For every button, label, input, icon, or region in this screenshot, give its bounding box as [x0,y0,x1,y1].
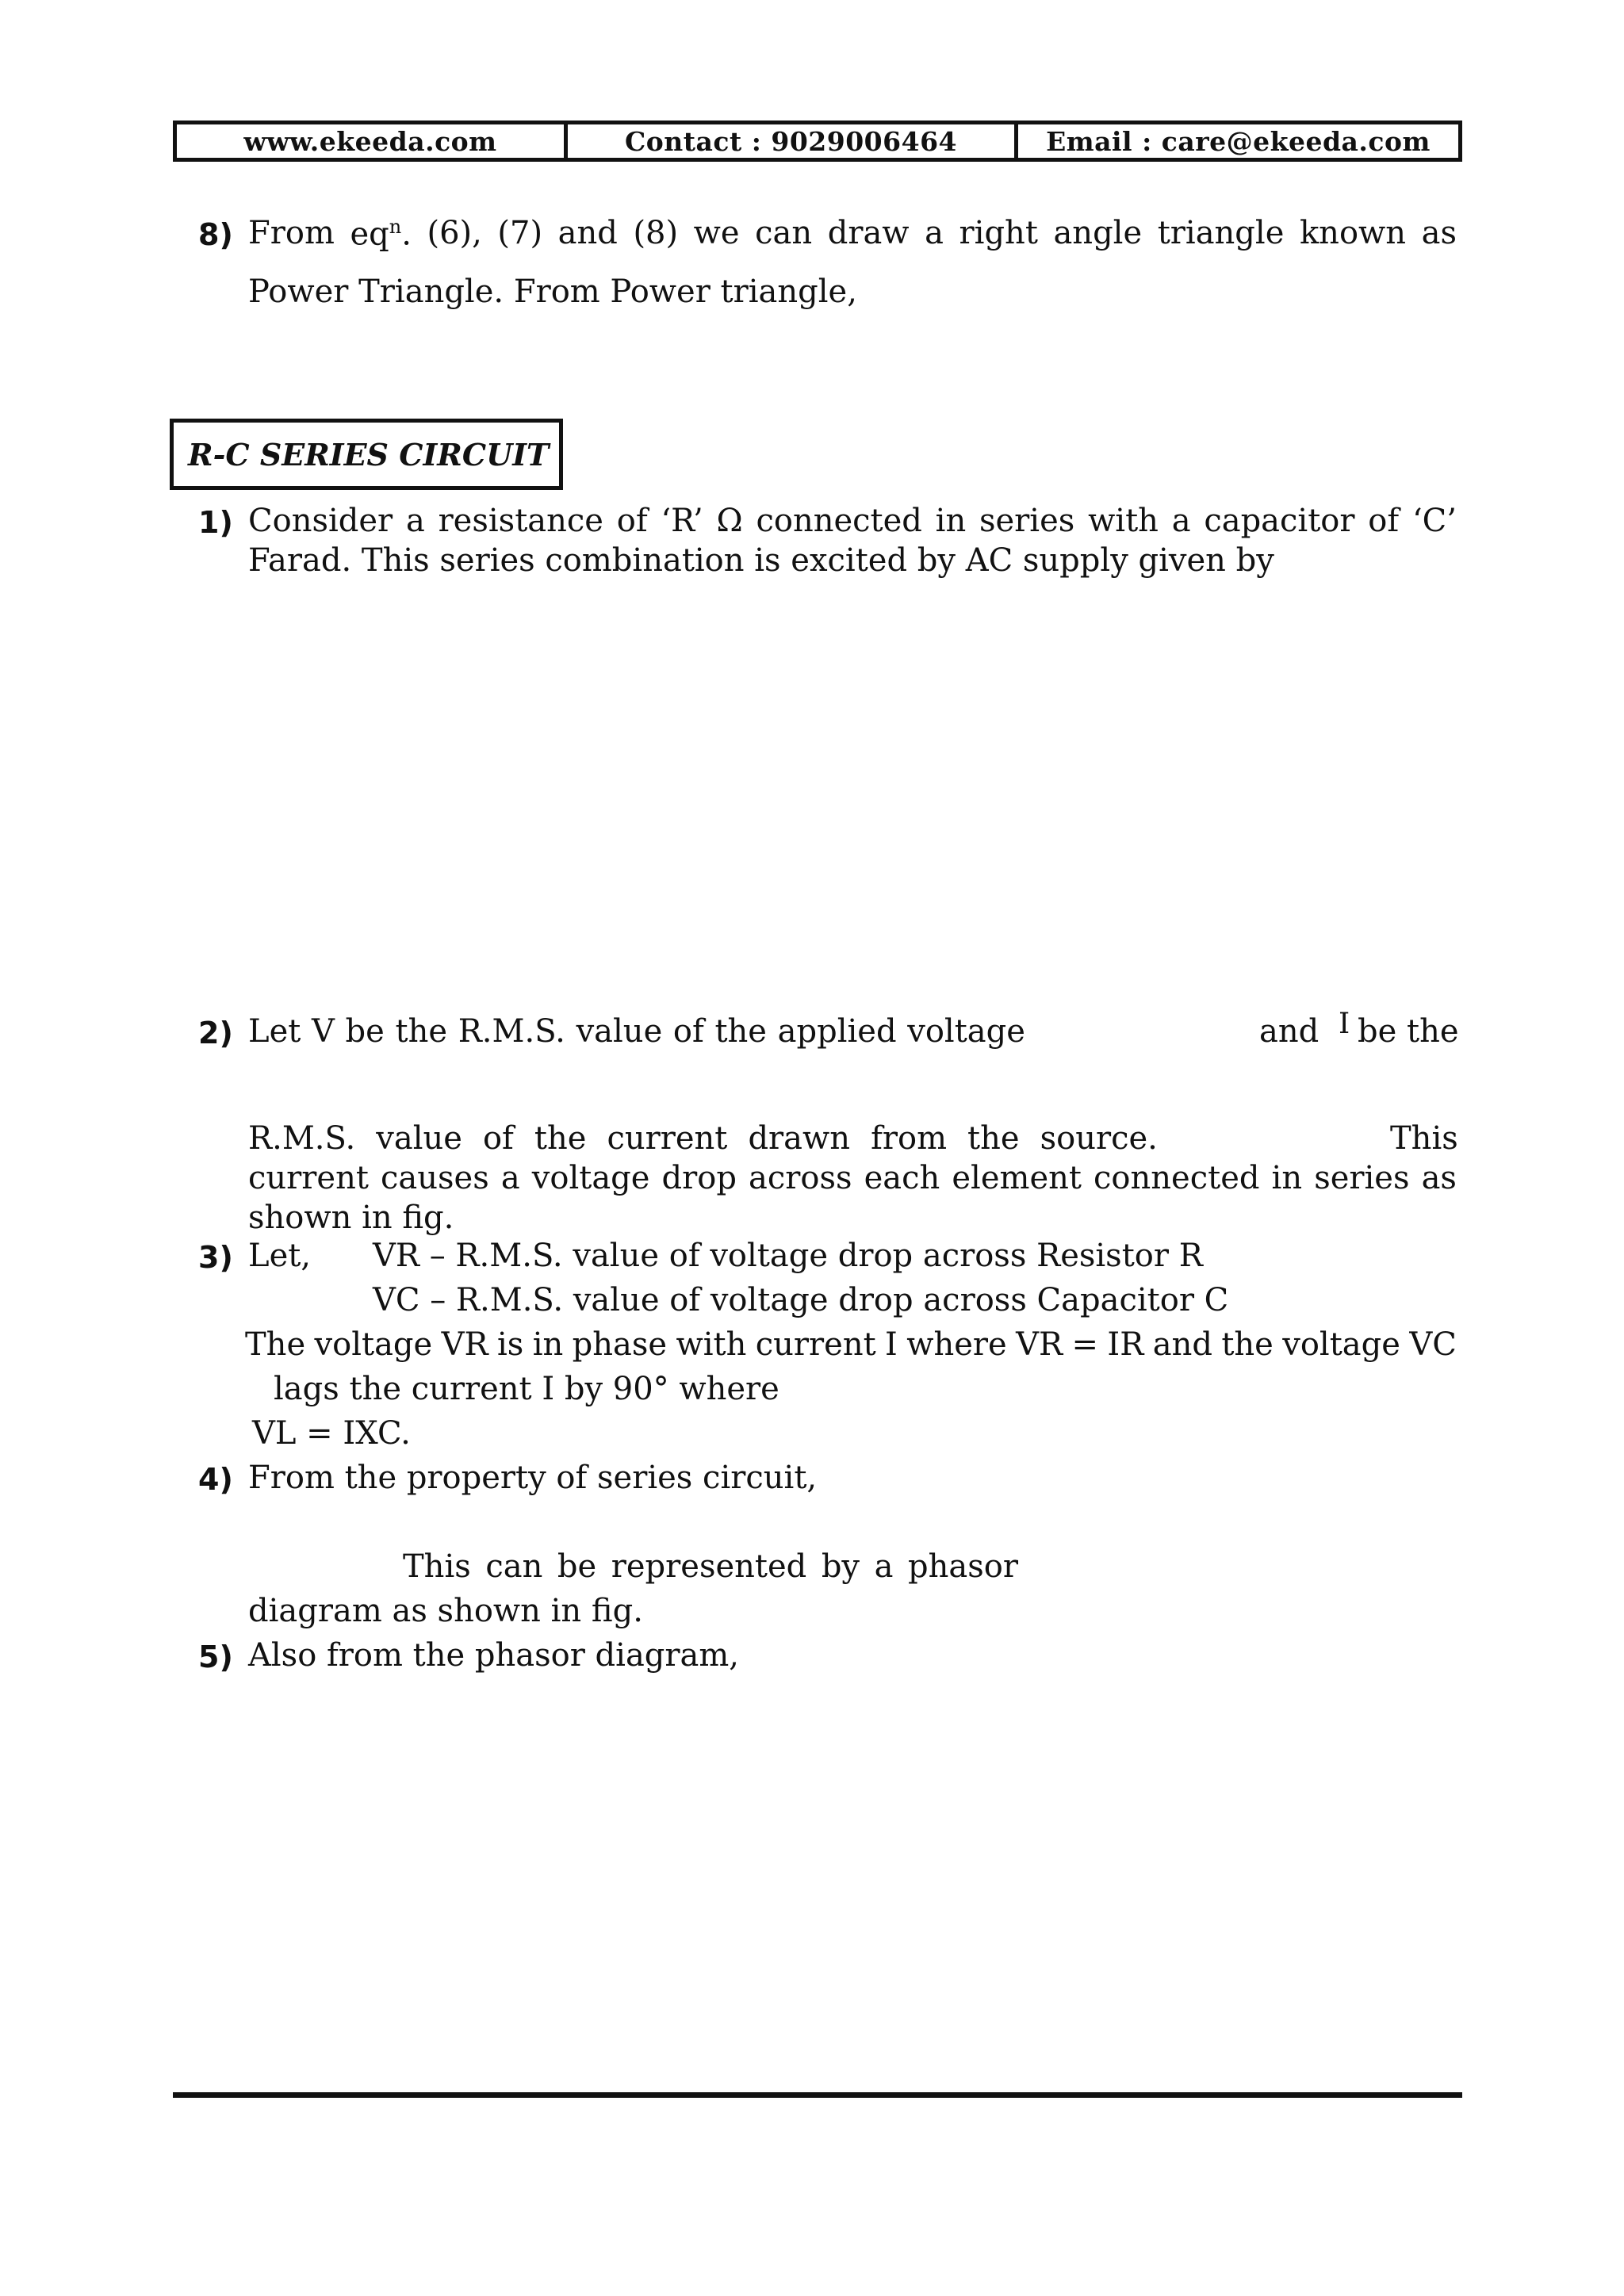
item-2-word: the [967,1120,1020,1157]
item-3-word: VR [1016,1326,1063,1363]
item-1-word: with [1088,503,1159,539]
item-2-line-1-left-words [248,1013,1025,1050]
item-4-number: 4) [198,1462,233,1497]
item-2-line-4: shown in fig. [248,1200,454,1236]
item-2-word: source. [1040,1120,1158,1157]
item-2-line-1-left [248,1013,1025,1050]
item-8-word: and [557,215,618,251]
item-8-word: a [925,215,944,251]
item-1-word: Ω [716,503,743,539]
item-2-line-3-words [248,1162,1457,1194]
item-2-word: of [672,1013,704,1050]
item-2-current-symbol: I [1339,1008,1350,1040]
item-3-word: I [885,1326,898,1363]
item-2-word: drop [661,1160,737,1196]
header-website: www.ekeeda.com [177,124,568,158]
item-4-word: by [821,1548,860,1585]
item-4-line-1: From the property of series circuit, [248,1460,818,1496]
section-heading-box [170,419,563,490]
item-2-word: R.M.S. [248,1120,356,1157]
item-3-vc-definition: VC – R.M.S. value of voltage drop across Capacitor C [373,1282,1229,1318]
item-3-word: in [532,1326,564,1363]
item-8-word: can [755,215,813,251]
item-8-word: right [959,215,1038,251]
item-2-word: applied [777,1013,897,1050]
item-1-word: a [405,503,425,539]
item-3-word: where [906,1326,1007,1363]
item-2-word: R.M.S. [458,1013,565,1050]
item-2-word: value [376,1120,462,1157]
item-1-word: ‘C’ [1411,503,1457,539]
item-8-line-1 [248,215,1457,253]
item-4-line-2-words [403,1548,1018,1585]
item-2-word: be [345,1013,385,1050]
item-8-word: known [1299,215,1407,251]
item-3-vr-definition: VR – R.M.S. value of voltage drop across Resistor R [373,1238,1203,1274]
item-8-word: (7) [497,215,543,251]
item-2-word: as [1421,1160,1457,1196]
item-8-superscript: n [389,216,402,238]
header-table [173,121,1462,162]
item-3-word: The [245,1326,306,1363]
item-8-number: 8) [198,217,233,252]
item-2-word: from [871,1120,947,1157]
item-2-word: Let [248,1013,301,1050]
item-3-para-1 [245,1326,1457,1363]
item-1-word: of [1368,503,1400,539]
item-2-word: V [311,1013,335,1050]
item-1-word: capacitor [1204,503,1355,539]
item-3-word: is [496,1326,524,1363]
item-8-line-2: Power Triangle. From Power triangle, [248,274,857,310]
item-2-word: series [1314,1160,1410,1196]
item-2-line-2-left-words [248,1120,1158,1157]
item-3-word: current [755,1326,876,1363]
item-4-word: can [485,1548,543,1585]
item-2-word: current [248,1160,369,1196]
item-3-word: VC [1409,1326,1457,1363]
item-2-line-3 [248,1162,1457,1194]
item-8-word: triangle [1157,215,1285,251]
item-1-word: in [935,503,967,539]
header-email: Email : care@ekeeda.com [1046,125,1431,157]
item-8-word-eqn: $eq^n$. [350,216,412,253]
item-2-word: voltage [907,1013,1025,1050]
item-8-word: we [693,215,740,251]
item-2-word: each [864,1160,940,1196]
item-3-word: voltage [314,1326,433,1363]
item-8-words [248,215,1457,253]
item-3-word: = [1071,1326,1099,1363]
item-8-word: (6), [427,215,482,251]
item-2-word: a [500,1160,520,1196]
item-2-word: the [395,1013,448,1050]
item-2-word: element [952,1160,1082,1196]
item-2-word: the [714,1013,767,1050]
item-4-word: This [403,1548,471,1585]
item-8-word: From [248,215,335,251]
item-2-word: causes [381,1160,489,1196]
item-4-word: a [874,1548,894,1585]
item-1-word: series [979,503,1075,539]
item-3-let: Let, [248,1238,312,1274]
item-4-line-2 [403,1548,1018,1585]
item-2-and: and [1259,1013,1320,1050]
item-1-word: Consider [248,503,393,539]
item-3-word: and [1152,1326,1212,1363]
item-4-word: be [557,1548,597,1585]
item-1-word: a [1171,503,1191,539]
section-heading: R-C SERIES CIRCUIT [188,436,550,473]
item-2-word: connected [1094,1160,1260,1196]
item-1-line-1 [248,505,1457,537]
item-4-word: phasor [908,1548,1018,1585]
item-3-para-3: VL = IXC. [252,1415,411,1452]
item-8-word: angle [1053,215,1143,251]
item-2-number: 2) [198,1016,233,1050]
item-1-word: ‘R’ [661,503,703,539]
item-4-line-3: diagram as shown in fig. [248,1593,643,1629]
item-3-word: the [1221,1326,1274,1363]
item-8-word: draw [827,215,910,251]
item-3-word: phase [572,1326,668,1363]
item-3-para-1-words [245,1326,1457,1363]
item-2-line-2-right: This [1390,1120,1458,1157]
item-2-word: the [534,1120,587,1157]
item-5-line-1: Also from the phasor diagram, [248,1637,740,1674]
item-3-number: 3) [198,1240,233,1275]
item-2-word: current [607,1120,728,1157]
item-2-be-the: be the [1358,1013,1459,1050]
footer-rule [173,2092,1462,2098]
item-1-line-2: Farad. This series combination is excited by AC supply given by [248,542,1274,579]
item-2-word: voltage [531,1160,650,1196]
header-contact: Contact : 9029006464 [568,124,1018,158]
item-5-number: 5) [198,1640,233,1674]
item-1-number: 1) [198,505,233,540]
item-3-word: IR [1107,1326,1144,1363]
item-1-word: resistance [438,503,603,539]
item-1-word: of [616,503,648,539]
item-3-para-2: lags the current I by 90° where [274,1371,779,1407]
item-2-word: of [482,1120,514,1157]
item-3-word: with [676,1326,747,1363]
item-2-word: in [1271,1160,1303,1196]
item-1-word: connected [756,503,922,539]
item-2-word: value [576,1013,663,1050]
item-2-word: drawn [748,1120,851,1157]
item-2-line-2-left [248,1120,1158,1157]
item-4-word: represented [611,1548,807,1585]
item-8-word: (8) [633,215,679,251]
item-3-word: voltage [1282,1326,1400,1363]
item-2-word: across [749,1160,852,1196]
item-8-word: as [1421,215,1457,251]
item-3-word: VR [441,1326,488,1363]
item-1-line-1-words [248,505,1457,537]
